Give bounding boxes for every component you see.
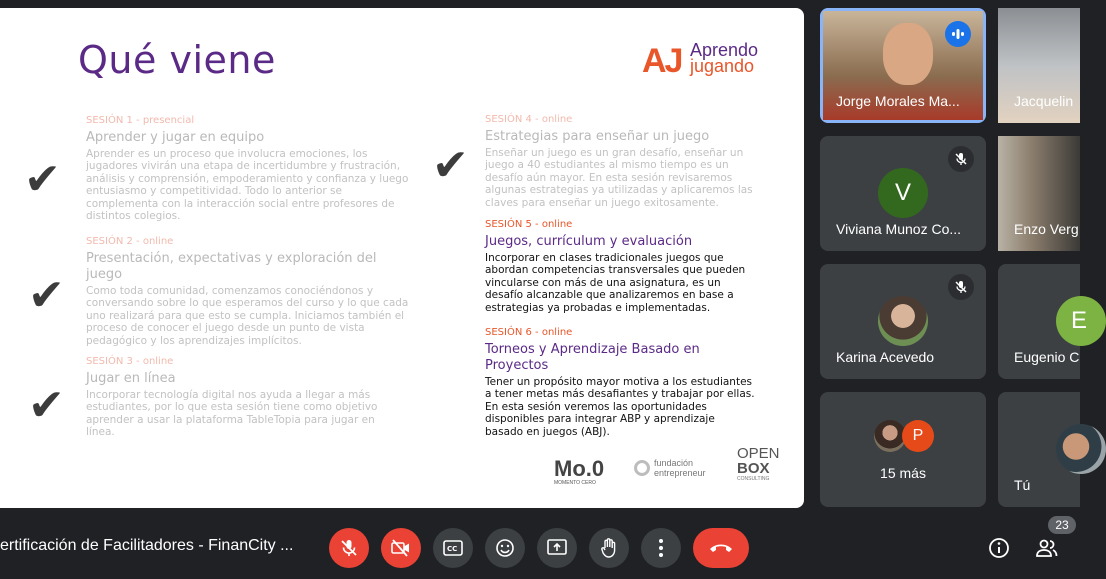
info-icon (988, 537, 1010, 559)
emoji-icon (495, 538, 515, 558)
present-icon (547, 539, 567, 557)
session-heading: Juegos, currículum y evaluación (485, 233, 693, 249)
speaking-indicator-icon (945, 21, 971, 47)
fundacion-ring-icon (634, 460, 650, 476)
session-description: Incorporar en clases tradicionales juegos que abordan competencias transversales que pueden vincularse con más de una asignatura, es un desafío alcanzable que analizaremos en base a estrategias ya probadas e implementadas. (485, 251, 746, 314)
mic-off-icon (948, 274, 974, 300)
participant-tile-speaking[interactable] (820, 8, 986, 123)
session-label: SESIÓN 4 - online (485, 114, 573, 125)
captions-button[interactable] (433, 528, 473, 568)
session-heading: Jugar en línea (86, 370, 176, 386)
session-description: Enseñar un juego es un gran desafío, enseñar un juego a 40 estudiantes al mismo tiempo es un desafío aún mayor. En esta sesión revisaremos algunas estrategias ya utilizadas y aplicaremos las claves para enseñar un juego exitosamente. (485, 146, 753, 209)
check-mark-icon: ✔ (432, 140, 469, 191)
participant-name: Viviana Munoz Co... (836, 221, 962, 237)
fundacion-entrepreneur-logo: fundación entrepreneur (634, 458, 706, 478)
session-2 (86, 236, 416, 347)
session-description: Incorporar tecnología digital nos ayuda a llegar a más estudiantes, por lo que esta sesión tiene como objetivo aprender a usar la plataforma TableTopia para jugar en línea. (86, 388, 378, 438)
participant-tile[interactable] (820, 264, 986, 379)
participant-count-badge: 23 (1048, 516, 1076, 534)
mic-toggle-button[interactable] (329, 528, 369, 568)
participant-avatar (878, 296, 928, 346)
momento-cero-logo: Mo.0 MOMENTO CERO (554, 456, 605, 486)
participant-tile[interactable] (998, 8, 1080, 123)
hangup-icon (708, 542, 734, 554)
session-heading: Presentación, expectativas y exploración del juego (86, 250, 377, 282)
brand-line2: jugando (690, 56, 755, 76)
aprendo-jugando-logo (642, 40, 782, 84)
self-name: Tú (1014, 477, 1031, 493)
participant-tile[interactable] (998, 136, 1080, 251)
participant-name: Enzo Verg (1014, 221, 1079, 237)
session-5 (485, 219, 755, 314)
camera-toggle-button[interactable] (381, 528, 421, 568)
brand-line1: Aprendo (690, 40, 759, 60)
captions-icon (443, 540, 463, 556)
more-participants-tile[interactable] (820, 392, 986, 507)
check-mark-icon: ✔ (24, 154, 61, 205)
session-description: Tener un propósito mayor motiva a los estudiantes a tener metas más desafiantes y trabajar por ellas. En esta sesión veremos las oportunidades disponibles para integrar ABP y aprendizaje basado en juegos (ABJ). (485, 375, 755, 438)
more-options-button[interactable] (641, 528, 681, 568)
emoji-reaction-button[interactable] (485, 528, 525, 568)
session-label: SESIÓN 3 - online (86, 356, 174, 367)
self-avatar (1056, 424, 1106, 474)
raise-hand-icon (599, 537, 619, 559)
participant-avatar: E (1056, 296, 1106, 346)
session-3 (86, 356, 406, 439)
slide-title: Qué viene (78, 38, 276, 82)
mic-off-icon (339, 538, 359, 558)
participant-tile[interactable] (998, 264, 1088, 379)
show-everyone-button[interactable] (1027, 528, 1067, 568)
openbox-logo: OPEN BOX CONSULTING (737, 445, 780, 482)
participant-avatar: V (878, 168, 928, 218)
svg-text:CC: CC (447, 545, 458, 553)
mic-off-icon (948, 146, 974, 172)
meeting-title: ertificación de Facilitadores - FinanCity ... (0, 537, 294, 554)
session-description: Aprender es un proceso que involucra emociones, los jugadores vivirán una etapa de incertidumbre y frustración, análisis y comprensión, empoderamiento y confianza y luego entusiasmo y competitividad. Todo lo anterior se complementa con la interacción social entre profesores de distintos colegios. (86, 147, 409, 222)
session-label: SESIÓN 5 - online (485, 219, 573, 230)
more-icon (658, 538, 664, 558)
brand-mark: AJ (642, 42, 682, 80)
session-label: SESIÓN 2 - online (86, 236, 174, 247)
present-screen-button[interactable] (537, 528, 577, 568)
people-icon (1035, 539, 1059, 557)
participant-face (883, 23, 933, 85)
check-mark-icon: ✔ (28, 270, 65, 321)
participant-name: Karina Acevedo (836, 349, 935, 365)
participant-avatar: P (902, 420, 934, 452)
check-mark-icon: ✔ (28, 380, 65, 431)
session-description: Como toda comunidad, comenzamos conociéndonos y conversando sobre lo que esperamos del curso y lo que cada uno realizará para que esto se cumpla. Iniciamos también el proceso de conocer el juego desde un punto de vista pedagógico y los aprendizajes implícitos. (86, 284, 409, 347)
session-label: SESIÓN 1 - presencial (86, 115, 195, 126)
participant-name: Eugenio C (1014, 349, 1080, 365)
session-1 (86, 115, 411, 223)
session-heading: Aprender y jugar en equipo (86, 129, 265, 145)
meeting-control-bar (0, 508, 1080, 579)
presentation-slide (0, 8, 804, 508)
participant-tile[interactable] (820, 136, 986, 251)
self-tile[interactable] (998, 392, 1080, 507)
session-heading: Torneos y Aprendizaje Basado en Proyectos (485, 341, 700, 373)
leave-call-button[interactable] (693, 528, 749, 568)
session-label: SESIÓN 6 - online (485, 327, 573, 338)
participant-name: Jorge Morales Ma... (836, 93, 960, 109)
camera-off-icon (390, 538, 412, 558)
session-4 (485, 114, 755, 209)
meeting-details-button[interactable] (979, 528, 1019, 568)
raise-hand-button[interactable] (589, 528, 629, 568)
more-participants-label: 15 más (880, 465, 926, 481)
participant-name: Jacquelin (1014, 93, 1074, 109)
session-heading: Estrategias para enseñar un juego (485, 128, 710, 144)
session-6 (485, 327, 755, 438)
